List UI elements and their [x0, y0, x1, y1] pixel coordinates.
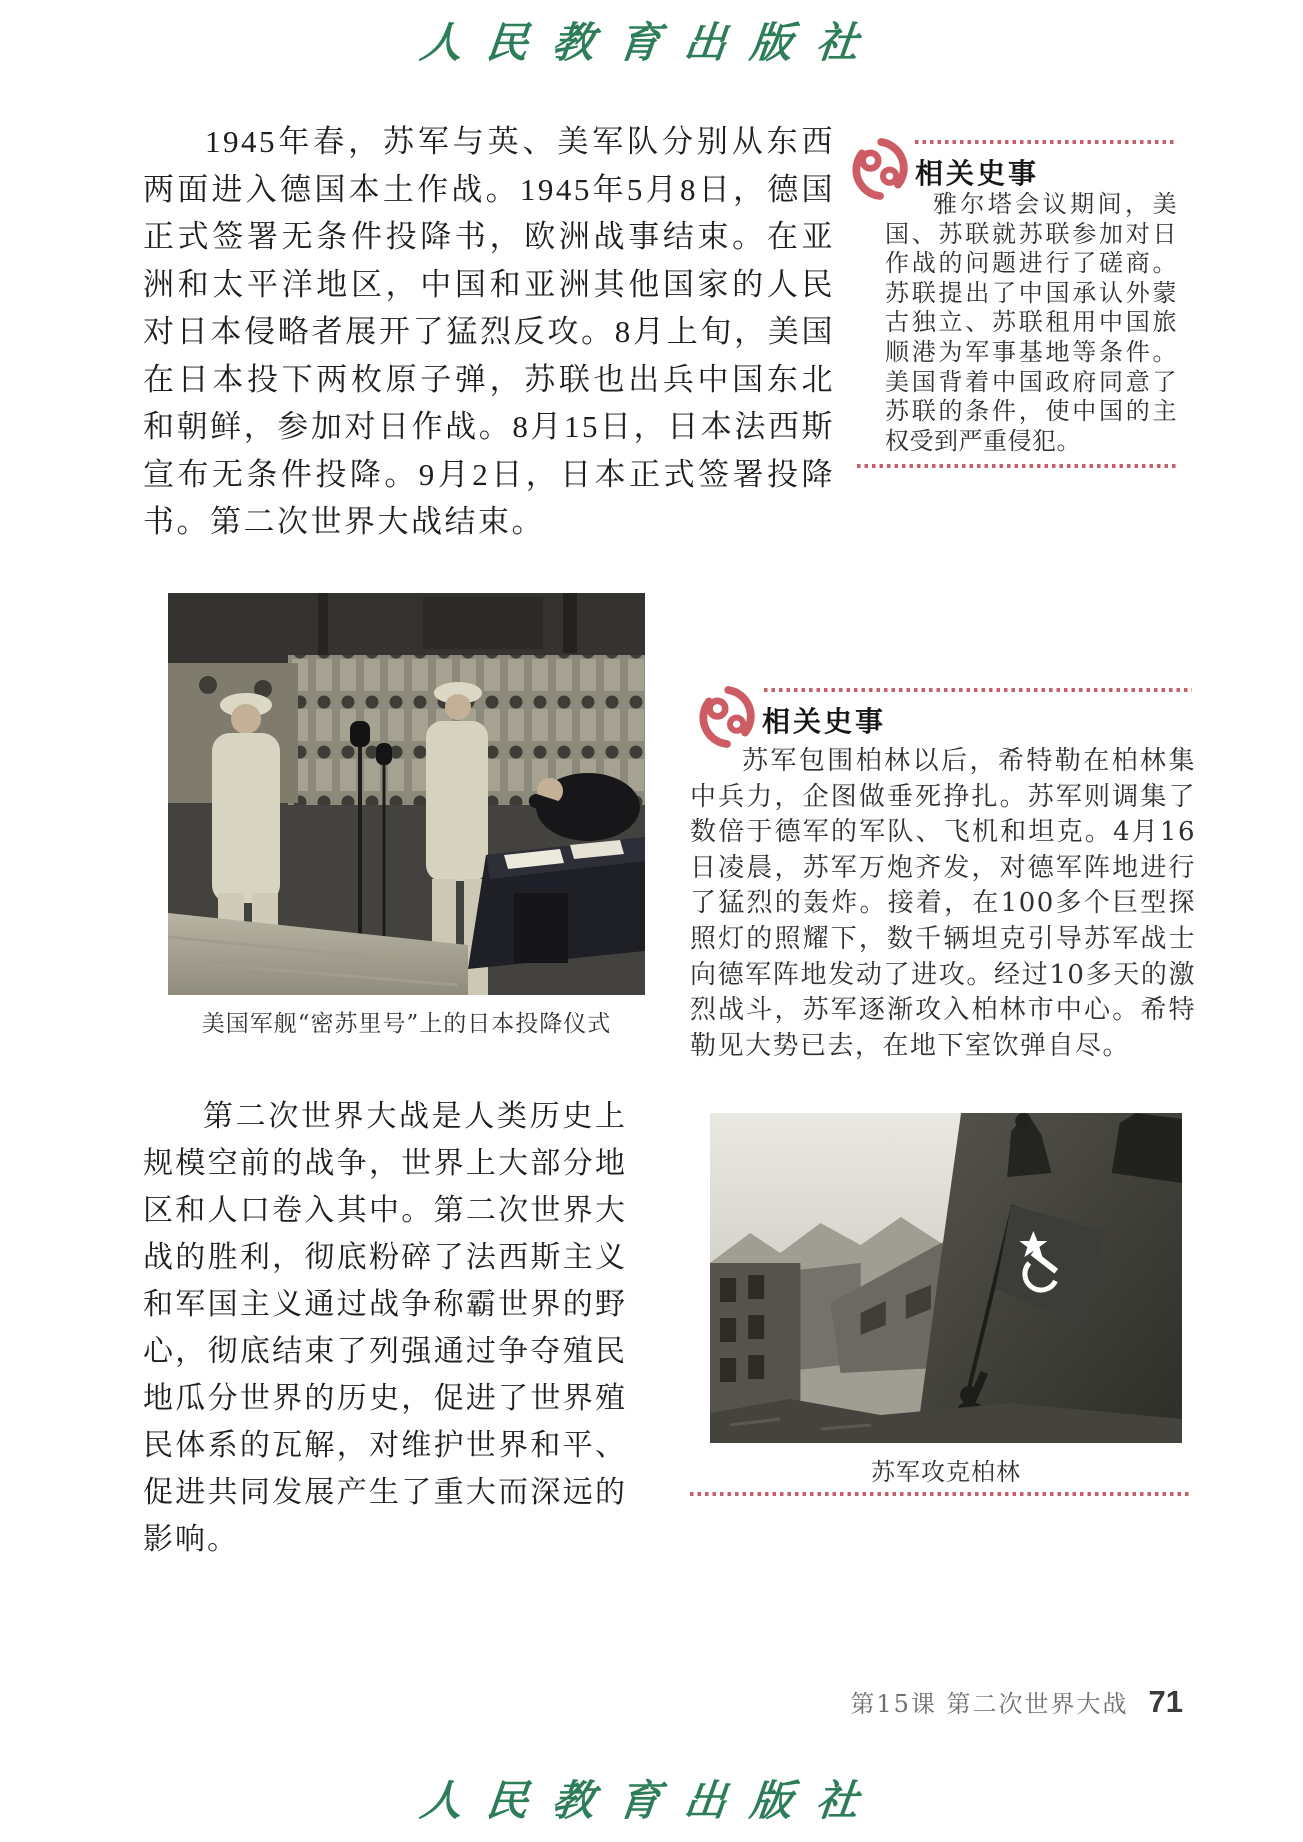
- photo1-caption: 美国军舰“密苏里号”上的日本投降仪式: [201, 1011, 612, 1037]
- sidebar2-body: 苏军包围柏林以后，希特勒在柏林集中兵力，企图做垂死挣扎。苏军则调集了数倍于德军的军队、飞机和坦克。4月16日凌晨，苏军万炮齐发，对德军阵地进行了猛烈的轰炸。接着，在100多个巨型探照灯的照耀下，数千辆坦克引导苏军战士向德军阵地发动了进攻。经过10多天的激烈战斗，苏军逐渐攻入柏林市中心。希特勒见大势已去，在地下室饮弹自尽。: [690, 746, 1196, 1061]
- sidebar2-bottom-dotted-line: [690, 1492, 1192, 1496]
- photo2-caption: 苏军攻克柏林: [871, 1458, 1021, 1486]
- footer-lesson-title: 第15课 第二次世界大战: [850, 1690, 1129, 1718]
- page-footer: [143, 1684, 1183, 1720]
- footer-page-number: 71: [1148, 1684, 1183, 1719]
- sidebar2-title: 相关史事: [762, 706, 887, 737]
- main-paragraph-1: 1945年春，苏军与英、美军队分别从东西两面进入德国本土作战。1945年5月8日，德国正式签署无条件投降书，欧洲战事结束。在亚洲和太平洋地区，中国和亚洲其他国家的人民对日本侵略者展开了猛烈反攻。8月上旬，美国在日本投下两枚原子弹，苏联也出兵中国东北和朝鲜，参加对日作战。8月15日，日本法西斯宣布无条件投降。9月2日，日本正式签署投降书。第二次世界大战结束。: [143, 124, 835, 539]
- photo-japan-surrender-missouri: [168, 593, 645, 995]
- sidebar2-top-dotted-line: [764, 688, 1192, 692]
- main-paragraph-2: 第二次世界大战是人类历史上规模空前的战争，世界上大部分地区和人口卷入其中。第二次世界大战的胜利，彻底粉碎了法西斯主义和军国主义通过战争称霸世界的野心，彻底结束了列强通过争夺殖民地瓜分世界的历史，促进了世界殖民体系的瓦解，对维护世界和平、促进共同发展产生了重大而深远的影响。: [143, 1100, 627, 1556]
- sidebar1-title: 相关史事: [915, 158, 1040, 189]
- publisher-logo-top: 人民教育出版社: [417, 18, 885, 67]
- publisher-logo-bottom: 人民教育出版社: [417, 1776, 885, 1825]
- photo-soviet-army-captures-berlin: [710, 1113, 1182, 1443]
- sidebar1-top-dotted-line: [915, 140, 1177, 144]
- sidebar1-bottom-dotted-line: [857, 464, 1177, 468]
- related-history-swirl-icon: [697, 686, 757, 748]
- sidebar1-body: 雅尔塔会议期间，美国、苏联就苏联参加对日作战的问题进行了磋商。苏联提出了中国承认外蒙古独立、苏联租用中国旅顺港为军事基地等条件。美国背着中国政府同意了苏联的条件，使中国的主权受到严重侵犯。: [885, 190, 1177, 455]
